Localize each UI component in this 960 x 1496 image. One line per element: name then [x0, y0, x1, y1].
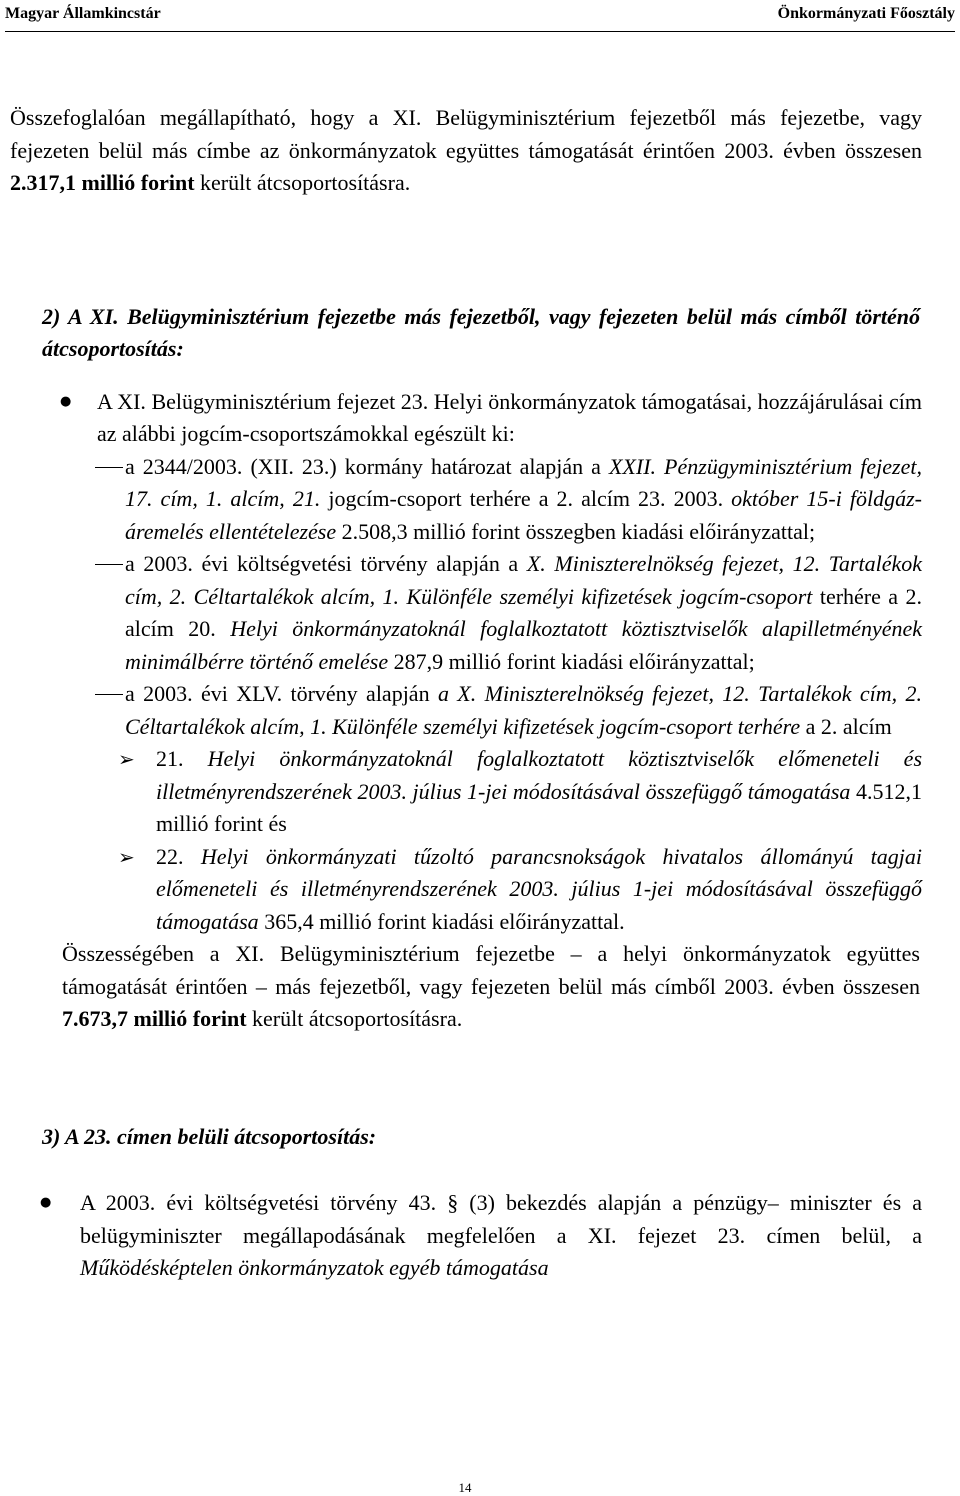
dash-text-1: [125, 451, 922, 549]
page-body: [10, 102, 922, 1285]
bullet2-b: Működésképtelen önkormányzatok egyéb támogatása: [80, 1255, 549, 1280]
header-rule: [5, 31, 955, 32]
header-left: Magyar Államkincstár: [5, 5, 161, 22]
section-2-heading: 2) A XI. Belügyminisztérium fejezetbe más fejezetből, vagy fejezeten belül más címből történő átcsoportosítás:: [42, 303, 920, 361]
arrow-text-21: [156, 743, 922, 841]
bullet-text-2: [80, 1187, 922, 1285]
dash1-a: a 2344/2003. (XII. 23.) kormány határozat alapján a: [125, 453, 609, 479]
dash-item-3: [95, 678, 922, 743]
arrow2-c: 365,4 millió forint kiadási előirányzattal.: [258, 908, 625, 934]
arrow-item-22: [118, 841, 922, 939]
p2-c: került átcsoportosításra.: [246, 1006, 463, 1031]
section-3-heading: 3) A 23. címen belüli átcsoportosítás:: [42, 1123, 377, 1149]
dash1-c: jogcím-csoport terhére a 2. alcím 23. 2003.: [320, 486, 732, 511]
arrow-item-21: [118, 743, 922, 841]
p1-text-a: Összefoglalóan megállapítható, hogy a XI. Belügyminisztérium fejezetből más fejezetbe, vagy fejezeten belül más címbe az önkormányzatok együttes támogatását érintően 2003. évben összesen: [10, 105, 922, 163]
header-right: Önkormányzati Főosztály: [777, 5, 955, 22]
p2-total-amount: 7.673,7 millió forint: [62, 1006, 247, 1031]
dash2-e: 287,9 millió forint kiadási előirányzattal;: [388, 648, 755, 674]
dash-text-3: [125, 678, 922, 743]
p1-text-c: került átcsoportosításra.: [194, 170, 411, 195]
p2-a: Összességében a XI. Belügyminisztérium fejezetbe – a helyi önkormányzatok együttes támogatását érintően – más fejezetből, vagy fejezeten belül más címből 2003. évben összesen: [62, 941, 920, 999]
bullet-text-1: A XI. Belügyminisztérium fejezet 23. Helyi önkormányzatok támogatásai, hozzájárulásai cím az alábbi jogcím-csoportszámokkal egészült ki:: [97, 388, 922, 446]
dash-icon: [95, 678, 125, 743]
bullet2-a: A 2003. évi költségvetési törvény 43. § (3) bekezdés alapján a pénzügy– miniszter és a belügyminiszter megállapodásának megfelelően a XI. fejezet 23. címen belül, a: [80, 1190, 922, 1248]
bullet-icon: ●: [40, 1195, 52, 1210]
dash-icon: [95, 451, 125, 549]
page-number: 14: [458, 1480, 472, 1495]
dash-icon: [95, 548, 125, 678]
bullet-icon: ●: [60, 393, 72, 409]
bullet-item-2: [10, 1187, 922, 1285]
dash1-d: október 15-i földgáz-áremelés ellentételezése: [125, 486, 922, 544]
dash2-b: X. Miniszterelnökség fejezet, 12. Tartalékok cím, 2. Céltartalékok alcím, 1. Különféle személyi kifizetések jogcím-csoport: [125, 551, 922, 609]
summary-paragraph-1: [10, 102, 922, 200]
arrow2-a: 22.: [156, 843, 201, 869]
dash2-c: terhére a 2. alcím 20.: [125, 583, 922, 641]
dash3-b: a X. Miniszterelnökség fejezet, 12. Tartalékok cím, 2. Céltartalékok alcím, 1. Különféle személyi kifizetések jogcím-csoport terhére: [125, 681, 922, 739]
page-header: [5, 5, 955, 23]
dash3-c: a 2. alcím: [800, 713, 892, 739]
arrow-bullet-icon: ➢: [118, 844, 135, 869]
dash1-b: XXII. Pénzügyminisztérium fejezet, 17. cím, 1. alcím, 21.: [125, 453, 922, 511]
dash3-a: a 2003. évi XLV. törvény alapján: [125, 681, 438, 706]
arrow-text-22: [156, 841, 922, 939]
arrow1-a: 21.: [156, 746, 208, 771]
dash-item-1: [95, 451, 922, 549]
dash1-e: 2.508,3 millió forint összegben kiadási előirányzattal;: [336, 518, 816, 544]
arrow1-c: 4.512,1 millió forint és: [156, 778, 922, 836]
bullet-item-1: [10, 386, 922, 451]
arrow1-b: Helyi önkormányzatoknál foglalkoztatott köztisztviselők előmeneteli és illetményrendszerének 2003. július 1-jei módosításával összefüggő támogatása: [156, 746, 923, 804]
arrow2-b: Helyi önkormányzati tűzoltó parancsnokságok hivatalos állományú tagjai előmeneteli és illetményrendszerének 2003. július 1-jei módosításával összefüggő támogatása: [156, 843, 922, 934]
dash-item-2: [95, 548, 922, 678]
dash2-d: Helyi önkormányzatoknál foglalkoztatott köztisztviselők alapilletményének minimálbérre történő emelése: [125, 616, 922, 674]
dash2-a: a 2003. évi költségvetési törvény alapján a: [125, 551, 527, 576]
summary-paragraph-2: [10, 938, 922, 1036]
p1-total-amount: 2.317,1 millió forint: [10, 170, 195, 195]
arrow-bullet-icon: ➢: [118, 747, 135, 771]
dash-text-2: [125, 548, 922, 678]
